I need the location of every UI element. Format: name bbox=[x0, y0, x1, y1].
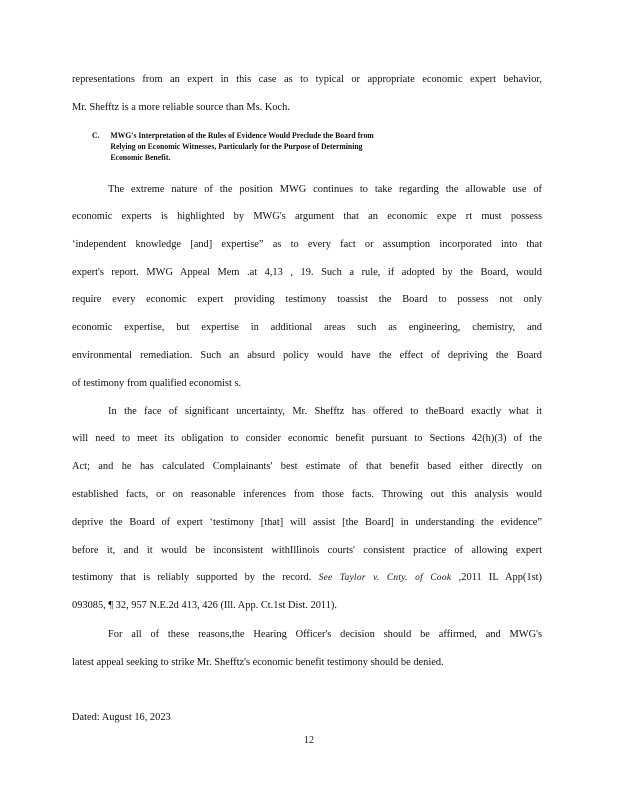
text-line: will need to meet its obligation to consider economic benefit pursuant to Sections 42(h)(3) of the bbox=[72, 433, 542, 444]
text-line: expert's report. MWG Appeal Mem .at 4,13 , 19. Such a rule, if adopted by the Board, would bbox=[72, 267, 542, 278]
text-line: latest appeal seeking to strike Mr. Shefftz's economic benefit testimony should be denied. bbox=[72, 657, 444, 668]
text-line: before it, and it would be inconsistent withIllinois courts' consistent practice of allowing expert bbox=[72, 545, 542, 556]
text-line: ‘independent knowledge [and] expertise” as to every fact or assumption incorporated into that bbox=[72, 239, 542, 250]
heading-line-2: Relying on Economic Witnesses, Particularly for the Purpose of Determining bbox=[110, 142, 363, 151]
text-line: deprive the Board of expert ‘testimony [that] will assist [the Board] in understanding the evidence” bbox=[72, 517, 542, 528]
citation-pre: testimony that is reliably supported by the record. bbox=[72, 572, 312, 583]
section-heading bbox=[92, 130, 497, 166]
page-number: 12 bbox=[304, 735, 314, 746]
citation-post: ,2011 IL App(1st) bbox=[458, 572, 542, 583]
heading-line-1: MWG's Interpretation of the Rules of Evidence Would Preclude the Board from bbox=[110, 131, 374, 140]
text-line: In the face of significant uncertainty, Mr. Shefftz has offered to theBoard exactly what it bbox=[108, 406, 542, 417]
text-line: of testimony from qualified economist s. bbox=[72, 378, 242, 389]
case-citation: See Taylor v. Cnty. of Cook bbox=[318, 573, 452, 583]
text-line: economic experts is highlighted by MWG's argument that an economic expe rt must possess bbox=[72, 211, 542, 222]
text-line: The extreme nature of the position MWG continues to take regarding the allowable use of bbox=[108, 184, 542, 195]
text-line: 093085, ¶ 32, 957 N.E.2d 413, 426 (Ill. App. Ct.1st Dist. 2011). bbox=[72, 600, 337, 611]
text-line: environmental remediation. Such an absurd policy would have the effect of depriving the Board bbox=[72, 350, 542, 361]
text-line: Act; and he has calculated Complainants' best estimate of that benefit based either directly on bbox=[72, 461, 542, 472]
text-line-citation bbox=[72, 572, 542, 583]
text-line: Mr. Shefftz is a more reliable source than Ms. Koch. bbox=[72, 102, 290, 113]
heading-label: C. bbox=[92, 131, 100, 140]
text-line: representations from an expert in this case as to typical or appropriate economic expert behavior, bbox=[72, 74, 542, 85]
text-line: established facts, or on reasonable inferences from those facts. Throwing out this analysis would bbox=[72, 489, 542, 500]
text-line: For all of these reasons,the Hearing Officer's decision should be affirmed, and MWG's bbox=[108, 629, 542, 640]
text-line: require every economic expert providing testimony toassist the Board to possess not only bbox=[72, 294, 542, 305]
text-line: economic expertise, but expertise in additional areas such as engineering, chemistry, and bbox=[72, 322, 542, 333]
heading-line-3: Economic Benefit. bbox=[110, 153, 171, 162]
date-line: Dated: August 16, 2023 bbox=[72, 712, 171, 723]
